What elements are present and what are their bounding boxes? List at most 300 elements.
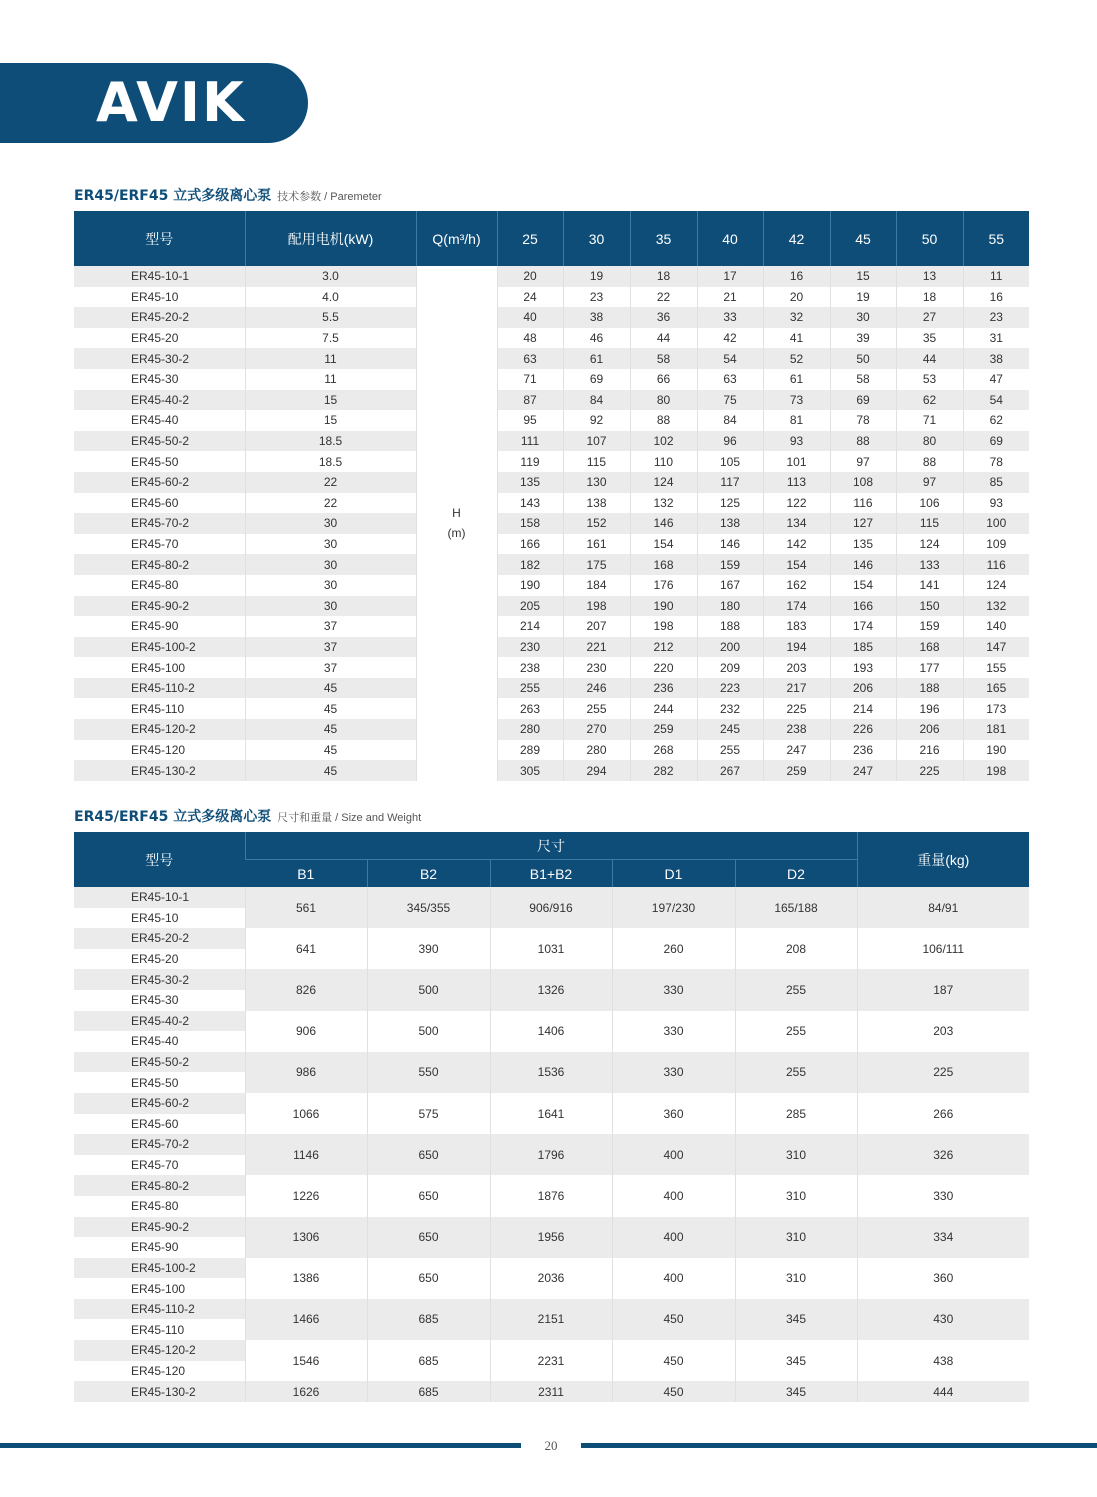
size-weight-table	[74, 832, 1029, 1402]
head-value-cell: 47	[963, 369, 1029, 390]
head-value-cell: 108	[830, 472, 896, 493]
head-value-cell: 244	[630, 698, 697, 719]
table-row	[74, 513, 1029, 534]
table-row	[74, 431, 1029, 452]
head-value-cell: 132	[630, 493, 697, 514]
d2-cell: 255	[735, 969, 857, 1010]
table-row	[74, 1381, 1029, 1402]
model-cell: ER45-70-2	[74, 513, 245, 534]
model-cell: ER45-120-2	[74, 1340, 245, 1361]
model-cell: ER45-90	[74, 1237, 245, 1258]
head-value-cell: 205	[497, 596, 563, 617]
size-weight-header-row-1	[74, 832, 1029, 860]
head-value-cell: 221	[563, 637, 630, 658]
head-value-cell: 198	[963, 760, 1029, 781]
head-value-cell: 174	[763, 596, 830, 617]
head-value-cell: 117	[697, 472, 763, 493]
head-value-cell: 166	[497, 534, 563, 555]
b1b2-cell: 1641	[490, 1093, 612, 1134]
b2-cell: 575	[367, 1093, 490, 1134]
table-row	[74, 616, 1029, 637]
head-value-cell: 154	[830, 575, 896, 596]
head-value-cell: 63	[497, 348, 563, 369]
head-value-cell: 18	[630, 266, 697, 287]
head-value-cell: 15	[830, 266, 896, 287]
motor-cell: 30	[245, 575, 416, 596]
motor-cell: 45	[245, 760, 416, 781]
head-value-cell: 247	[830, 760, 896, 781]
b2-cell: 500	[367, 1011, 490, 1052]
head-value-cell: 154	[763, 554, 830, 575]
table-row	[74, 740, 1029, 761]
model-cell: ER45-120	[74, 1361, 245, 1382]
table-row	[74, 1299, 1029, 1320]
head-value-cell: 176	[630, 575, 697, 596]
model-cell: ER45-130-2	[74, 760, 245, 781]
d2-cell: 208	[735, 928, 857, 969]
head-value-cell: 53	[896, 369, 963, 390]
d1-cell: 330	[612, 969, 735, 1010]
head-value-cell: 61	[763, 369, 830, 390]
head-value-cell: 294	[563, 760, 630, 781]
head-value-cell: 20	[763, 287, 830, 308]
model-cell: ER45-30	[74, 990, 245, 1011]
b1-cell: 826	[245, 969, 367, 1010]
motor-cell: 37	[245, 637, 416, 658]
model-cell: ER45-100-2	[74, 637, 245, 658]
table-row	[74, 1217, 1029, 1238]
b1-cell: 986	[245, 1052, 367, 1093]
weight-cell: 203	[857, 1011, 1029, 1052]
table-row	[74, 928, 1029, 949]
table-row	[74, 1340, 1029, 1361]
table-row	[74, 1258, 1029, 1279]
head-value-cell: 88	[830, 431, 896, 452]
head-value-cell: 135	[497, 472, 563, 493]
section-title-sub: 尺寸和重量 / Size and Weight	[277, 812, 422, 824]
head-value-cell: 185	[830, 637, 896, 658]
head-value-cell: 124	[963, 575, 1029, 596]
head-value-cell: 159	[697, 554, 763, 575]
brand-logo	[0, 63, 308, 143]
head-value-cell: 97	[896, 472, 963, 493]
model-cell: ER45-130-2	[74, 1381, 245, 1402]
head-value-cell: 268	[630, 740, 697, 761]
head-value-cell: 159	[896, 616, 963, 637]
header-motor: 配用电机(kW)	[245, 211, 416, 266]
head-value-cell: 116	[963, 554, 1029, 575]
header-flow-value: 50	[896, 211, 963, 266]
head-value-cell: 41	[763, 328, 830, 349]
head-value-cell: 282	[630, 760, 697, 781]
head-value-cell: 161	[563, 534, 630, 555]
head-value-cell: 119	[497, 451, 563, 472]
head-value-cell: 101	[763, 451, 830, 472]
head-value-cell: 259	[763, 760, 830, 781]
head-value-cell: 138	[563, 493, 630, 514]
head-value-cell: 80	[896, 431, 963, 452]
head-value-cell: 78	[830, 410, 896, 431]
weight-cell: 438	[857, 1340, 1029, 1381]
head-value-cell: 158	[497, 513, 563, 534]
motor-cell: 30	[245, 554, 416, 575]
head-value-cell: 33	[697, 307, 763, 328]
head-value-cell: 48	[497, 328, 563, 349]
head-value-cell: 246	[563, 678, 630, 699]
b1b2-cell: 1876	[490, 1175, 612, 1216]
head-value-cell: 44	[896, 348, 963, 369]
d1-cell: 197/230	[612, 887, 735, 928]
head-value-cell: 88	[896, 451, 963, 472]
head-label-cell	[416, 266, 497, 781]
head-value-cell: 127	[830, 513, 896, 534]
head-value-cell: 216	[896, 740, 963, 761]
head-value-cell: 32	[763, 307, 830, 328]
b2-cell: 685	[367, 1299, 490, 1340]
weight-cell: 266	[857, 1093, 1029, 1134]
table-row	[74, 1011, 1029, 1032]
model-cell: ER45-20	[131, 331, 179, 346]
section-title-main: ER45/ERF45 立式多级离心泵	[74, 809, 272, 825]
head-value-cell: 168	[630, 554, 697, 575]
head-value-cell: 71	[896, 410, 963, 431]
head-value-cell: 63	[697, 369, 763, 390]
head-value-cell: 69	[963, 431, 1029, 452]
model-cell: ER45-120-2	[74, 719, 245, 740]
head-value-cell: 225	[896, 760, 963, 781]
d1-cell: 450	[612, 1299, 735, 1340]
model-cell: ER45-30-2	[74, 969, 245, 990]
head-value-cell: 280	[497, 719, 563, 740]
footer-rule-right	[581, 1443, 1097, 1448]
motor-cell: 11	[245, 348, 416, 369]
head-value-cell: 135	[830, 534, 896, 555]
header-flow-value: 55	[963, 211, 1029, 266]
d2-cell: 345	[735, 1340, 857, 1381]
head-value-cell: 16	[763, 266, 830, 287]
motor-cell: 30	[245, 534, 416, 555]
head-value-cell: 165	[963, 678, 1029, 699]
head-value-cell: 214	[497, 616, 563, 637]
head-value-cell: 20	[497, 266, 563, 287]
b1-cell: 1466	[245, 1299, 367, 1340]
head-value-cell: 38	[963, 348, 1029, 369]
model-cell: ER45-40	[74, 1031, 245, 1052]
d1-cell: 450	[612, 1340, 735, 1381]
b1b2-cell: 2231	[490, 1340, 612, 1381]
table-row	[74, 307, 1029, 328]
head-value-cell: 175	[563, 554, 630, 575]
head-value-cell: 40	[497, 307, 563, 328]
head-value-cell: 141	[896, 575, 963, 596]
model-cell: ER45-10	[74, 908, 245, 929]
head-value-cell: 166	[830, 596, 896, 617]
model-cell: ER45-20	[74, 949, 245, 970]
head-value-cell: 27	[896, 307, 963, 328]
model-cell: ER45-40-2	[74, 1011, 245, 1032]
head-value-cell: 75	[697, 390, 763, 411]
head-value-cell: 194	[763, 637, 830, 658]
head-value-cell: 107	[563, 431, 630, 452]
weight-cell: 225	[857, 1052, 1029, 1093]
model-cell: ER45-50-2	[74, 431, 245, 452]
head-value-cell: 206	[896, 719, 963, 740]
head-value-cell: 52	[763, 348, 830, 369]
head-value-cell: 174	[830, 616, 896, 637]
model-cell: ER45-20-2	[74, 928, 245, 949]
head-value-cell: 62	[963, 410, 1029, 431]
head-value-cell: 23	[563, 287, 630, 308]
table-row	[74, 887, 1029, 908]
weight-cell: 360	[857, 1258, 1029, 1299]
head-value-cell: 184	[563, 575, 630, 596]
head-value-cell: 35	[896, 328, 963, 349]
b1-cell: 1626	[245, 1381, 367, 1402]
head-value-cell: 236	[630, 678, 697, 699]
model-cell: ER45-70	[74, 1155, 245, 1176]
head-value-cell: 93	[963, 493, 1029, 514]
head-value-cell: 154	[630, 534, 697, 555]
head-value-cell: 54	[963, 390, 1029, 411]
d1-cell: 450	[612, 1381, 735, 1402]
head-value-cell: 111	[497, 431, 563, 452]
head-value-cell: 113	[763, 472, 830, 493]
model-cell: ER45-60	[74, 1114, 245, 1135]
page-number: 20	[544, 1438, 558, 1453]
head-value-cell: 16	[963, 287, 1029, 308]
head-value-cell: 11	[963, 266, 1029, 287]
head-value-cell: 147	[963, 637, 1029, 658]
head-value-cell: 217	[763, 678, 830, 699]
head-value-cell: 62	[896, 390, 963, 411]
head-value-cell: 280	[563, 740, 630, 761]
model-cell: ER45-100	[131, 660, 186, 675]
head-value-cell: 146	[697, 534, 763, 555]
model-cell: ER45-90-2	[74, 1217, 245, 1238]
table-row	[74, 451, 1029, 472]
head-value-cell: 220	[630, 657, 697, 678]
head-value-cell: 142	[763, 534, 830, 555]
table-row	[74, 410, 1029, 431]
head-value-cell: 226	[830, 719, 896, 740]
b1-cell: 1546	[245, 1340, 367, 1381]
head-value-cell: 188	[697, 616, 763, 637]
weight-cell: 330	[857, 1175, 1029, 1216]
header-flow-value: 45	[830, 211, 896, 266]
b1b2-cell: 906/916	[490, 887, 612, 928]
head-label: H	[452, 506, 461, 521]
head-value-cell: 162	[763, 575, 830, 596]
section-title-main: ER45/ERF45 立式多级离心泵	[74, 188, 272, 204]
head-value-cell: 105	[697, 451, 763, 472]
motor-cell: 45	[245, 740, 416, 761]
head-value-cell: 18	[896, 287, 963, 308]
header-flow-value: 40	[697, 211, 763, 266]
head-value-cell: 182	[497, 554, 563, 575]
head-value-cell: 122	[763, 493, 830, 514]
model-cell: ER45-100-2	[74, 1258, 245, 1279]
head-value-cell: 13	[896, 266, 963, 287]
head-value-cell: 232	[697, 698, 763, 719]
head-value-cell: 181	[963, 719, 1029, 740]
head-value-cell: 17	[697, 266, 763, 287]
table-row	[74, 1134, 1029, 1155]
b2-cell: 685	[367, 1340, 490, 1381]
head-value-cell: 230	[563, 657, 630, 678]
head-value-cell: 133	[896, 554, 963, 575]
b2-cell: 650	[367, 1134, 490, 1175]
d1-cell: 330	[612, 1011, 735, 1052]
header-flow-q: Q(m³/h)	[416, 211, 497, 266]
table-row	[74, 760, 1029, 781]
weight-cell: 84/91	[857, 887, 1029, 928]
head-value-cell: 38	[563, 307, 630, 328]
head-value-cell: 124	[630, 472, 697, 493]
table-row	[74, 1052, 1029, 1073]
b2-cell: 650	[367, 1258, 490, 1299]
table-row	[74, 348, 1029, 369]
head-value-cell: 109	[963, 534, 1029, 555]
d2-cell: 310	[735, 1217, 857, 1258]
head-value-cell: 247	[763, 740, 830, 761]
head-value-cell: 115	[563, 451, 630, 472]
table-row	[74, 575, 1029, 596]
head-value-cell: 150	[896, 596, 963, 617]
b2-cell: 345/355	[367, 887, 490, 928]
head-value-cell: 61	[563, 348, 630, 369]
head-value-cell: 209	[697, 657, 763, 678]
model-cell: ER45-40	[131, 413, 179, 428]
motor-cell: 5.5	[245, 307, 416, 328]
head-value-cell: 115	[896, 513, 963, 534]
section-title-parameters	[74, 185, 382, 205]
model-cell: ER45-50	[131, 454, 179, 469]
table-row	[74, 1175, 1029, 1196]
head-value-cell: 207	[563, 616, 630, 637]
b1b2-cell: 1536	[490, 1052, 612, 1093]
head-value-cell: 19	[830, 287, 896, 308]
model-cell: ER45-70-2	[74, 1134, 245, 1155]
model-cell: ER45-30-2	[74, 348, 245, 369]
motor-cell: 45	[245, 678, 416, 699]
head-value-cell: 198	[563, 596, 630, 617]
head-value-cell: 152	[563, 513, 630, 534]
head-value-cell: 255	[497, 678, 563, 699]
model-cell: ER45-10-1	[74, 266, 245, 287]
head-value-cell: 69	[563, 369, 630, 390]
header-d1: D1	[612, 860, 735, 888]
b1b2-cell: 1031	[490, 928, 612, 969]
b1-cell: 1306	[245, 1217, 367, 1258]
d2-cell: 310	[735, 1258, 857, 1299]
header-d2: D2	[735, 860, 857, 888]
model-cell: ER45-50	[74, 1072, 245, 1093]
head-value-cell: 177	[896, 657, 963, 678]
b1-cell: 906	[245, 1011, 367, 1052]
head-value-cell: 263	[497, 698, 563, 719]
b1b2-cell: 1326	[490, 969, 612, 1010]
head-value-cell: 134	[763, 513, 830, 534]
head-value-cell: 24	[497, 287, 563, 308]
table-row	[74, 657, 1029, 678]
section-title-sub: 技术参数 / Paremeter	[277, 191, 382, 203]
weight-cell: 334	[857, 1217, 1029, 1258]
head-value-cell: 46	[563, 328, 630, 349]
b1-cell: 561	[245, 887, 367, 928]
head-value-cell: 190	[497, 575, 563, 596]
model-cell: ER45-100	[74, 1278, 245, 1299]
table-row	[74, 596, 1029, 617]
motor-cell: 30	[245, 513, 416, 534]
head-value-cell: 71	[497, 369, 563, 390]
table-row	[74, 328, 1029, 349]
b1b2-cell: 1796	[490, 1134, 612, 1175]
header-flow-value: 30	[563, 211, 630, 266]
b2-cell: 500	[367, 969, 490, 1010]
b1b2-cell: 1406	[490, 1011, 612, 1052]
model-cell: ER45-40-2	[74, 390, 245, 411]
table-row	[74, 534, 1029, 555]
model-cell: ER45-90-2	[74, 596, 245, 617]
d2-cell: 310	[735, 1175, 857, 1216]
table-row	[74, 719, 1029, 740]
header-size: 尺寸	[245, 832, 857, 860]
table-row	[74, 969, 1029, 990]
table-row	[74, 1093, 1029, 1114]
head-value-cell: 230	[497, 637, 563, 658]
header-flow-value: 25	[497, 211, 563, 266]
model-cell: ER45-90	[131, 619, 179, 634]
head-value-cell: 214	[830, 698, 896, 719]
head-value-cell: 110	[630, 451, 697, 472]
b1-cell: 1146	[245, 1134, 367, 1175]
d2-cell: 255	[735, 1011, 857, 1052]
head-value-cell: 125	[697, 493, 763, 514]
head-value-cell: 132	[963, 596, 1029, 617]
motor-cell: 3.0	[245, 266, 416, 287]
b2-cell: 685	[367, 1381, 490, 1402]
brand-name: AVIK	[96, 71, 246, 134]
motor-cell: 4.0	[245, 287, 416, 308]
motor-cell: 30	[245, 596, 416, 617]
model-cell: ER45-110	[74, 1319, 245, 1340]
head-value-cell: 23	[963, 307, 1029, 328]
weight-cell: 430	[857, 1299, 1029, 1340]
head-value-cell: 106	[896, 493, 963, 514]
head-value-cell: 97	[830, 451, 896, 472]
head-value-cell: 92	[563, 410, 630, 431]
b2-cell: 550	[367, 1052, 490, 1093]
head-value-cell: 69	[830, 390, 896, 411]
table-row	[74, 369, 1029, 390]
head-value-cell: 190	[963, 740, 1029, 761]
d2-cell: 310	[735, 1134, 857, 1175]
head-value-cell: 95	[497, 410, 563, 431]
header-weight: 重量(kg)	[857, 832, 1029, 887]
motor-cell: 37	[245, 616, 416, 637]
b1b2-cell: 2151	[490, 1299, 612, 1340]
head-value-cell: 289	[497, 740, 563, 761]
motor-cell: 22	[245, 472, 416, 493]
head-value-cell: 190	[630, 596, 697, 617]
head-value-cell: 22	[630, 287, 697, 308]
d1-cell: 400	[612, 1258, 735, 1299]
model-cell: ER45-10-1	[74, 887, 245, 908]
model-cell: ER45-110	[131, 701, 185, 716]
weight-cell: 326	[857, 1134, 1029, 1175]
b2-cell: 390	[367, 928, 490, 969]
header-b1: B1	[245, 860, 367, 888]
